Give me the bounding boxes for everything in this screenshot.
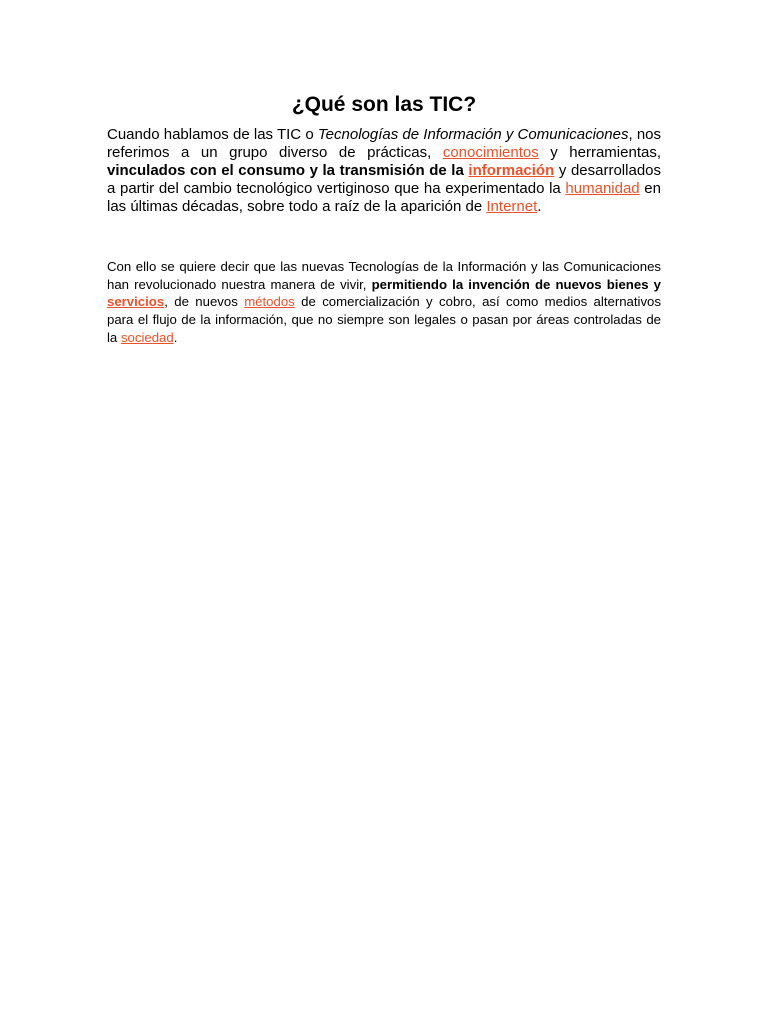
paragraph-second: [107, 258, 661, 347]
link-internet[interactable]: Internet: [486, 198, 538, 215]
link-sociedad[interactable]: sociedad: [120, 329, 174, 345]
link-metodos[interactable]: métodos: [244, 294, 295, 310]
paragraph-text: Con ello se quiere decir que las nuevas Tecnologías de la Información y las Comunicaciones han revolucionado nuestra manera de vivir,: [107, 259, 661, 292]
link-humanidad[interactable]: humanidad: [565, 180, 640, 197]
paragraph-text: y herramientas,: [538, 144, 661, 161]
paragraph-intro: [107, 126, 661, 216]
paragraph-text: .: [173, 329, 178, 345]
paragraph-text: .: [537, 198, 542, 215]
bold-phrase: vinculados con el consumo y la transmisión de la: [107, 162, 469, 179]
paragraph-text: Cuando hablamos de las TIC o: [107, 126, 318, 143]
paragraph-text: y desarrollados a partir del cambio tecnológico vertiginoso que ha experimentado la: [107, 162, 661, 197]
link-conocimientos[interactable]: conocimientos: [442, 144, 539, 161]
paragraph-text: de comercialización y cobro, así como medios alternativos para el flujo de la información, que no siempre son legales o pasan por áreas controladas de la: [107, 294, 661, 345]
link-servicios[interactable]: servicios: [107, 294, 165, 310]
paragraph-text: , de nuevos: [164, 294, 245, 310]
italic-term: Tecnologías de Información y Comunicaciones: [317, 126, 629, 143]
bold-phrase: permitiendo la invención de nuevos bienes y: [371, 276, 661, 292]
paragraph-text: en las últimas décadas, sobre todo a raíz de la aparición de: [107, 180, 661, 215]
page-title: ¿Qué son las TIC?: [291, 93, 477, 116]
link-informacion[interactable]: información: [468, 162, 555, 179]
paragraph-text: , nos referimos a un grupo diverso de prácticas,: [107, 126, 662, 161]
